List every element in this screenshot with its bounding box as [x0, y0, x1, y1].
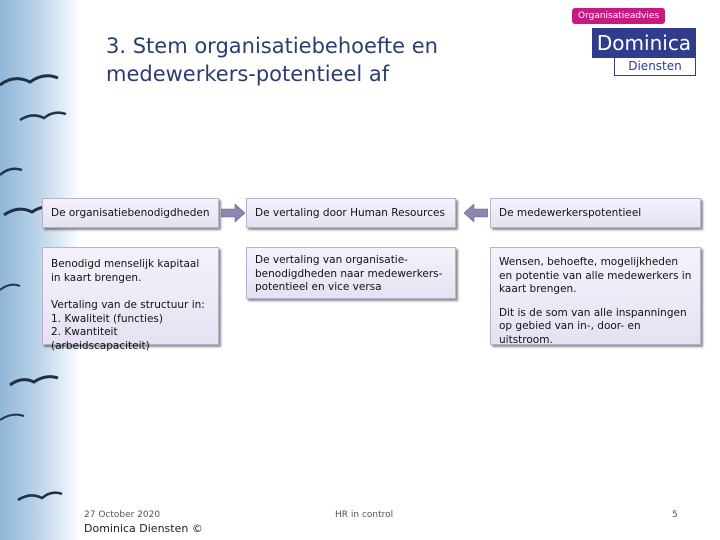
list-item: 2. Kwantiteit (arbeidscapaciteit) — [51, 326, 150, 352]
arrow-left-icon — [464, 204, 488, 222]
content-text: Dit is de som van alle inspanningen op gebied van in-, door- en uitstroom. — [499, 306, 687, 346]
bird-icon — [0, 169, 22, 175]
arrow-right-icon — [221, 204, 245, 222]
bird-icon — [0, 285, 20, 290]
content-text: Benodigd menselijk kapitaal in kaart brengen. — [51, 258, 200, 284]
footer-date: 27 October 2020 — [84, 510, 161, 520]
bird-icon — [18, 493, 62, 500]
logo-wordmark: Dominica — [592, 28, 696, 58]
header-label: De vertaling door Human Resources — [255, 207, 445, 219]
header-box-organisation — [42, 198, 219, 228]
bird-icon — [20, 113, 66, 120]
bird-icon — [10, 377, 58, 385]
header-box-hr — [246, 198, 456, 228]
logo-subtitle: Diensten — [614, 58, 696, 76]
content-box-employees — [490, 247, 701, 345]
content-text: Vertaling van de structuur in: — [51, 299, 205, 311]
bird-icon — [0, 415, 24, 420]
content-text: Wensen, behoefte, mogelijkheden en potentie van alle medewerkers in kaart brengen. — [499, 256, 692, 295]
page-number: 5 — [672, 510, 678, 520]
content-box-hr — [246, 247, 456, 299]
content-text: De vertaling van organisatie-benodigdheden naar medewerkers-potentieel en vice versa — [255, 254, 443, 293]
footer-brand: Dominica Diensten © — [84, 522, 203, 535]
logo-tagline: Organisatieadvies — [572, 8, 665, 24]
list-item: 1. Kwaliteit (functies) — [51, 312, 163, 325]
header-label: De medewerkerspotentieel — [499, 207, 642, 219]
header-box-employees — [490, 198, 701, 228]
bird-icon — [0, 76, 58, 85]
footer-center-text: HR in control — [335, 510, 394, 520]
content-box-organisation — [42, 247, 219, 352]
slide-title: 3. Stem organisatiebehoefte en medewerkers-potentieel af — [106, 34, 438, 86]
header-label: De organisatiebenodigdheden — [51, 207, 210, 219]
company-logo — [566, 6, 700, 72]
